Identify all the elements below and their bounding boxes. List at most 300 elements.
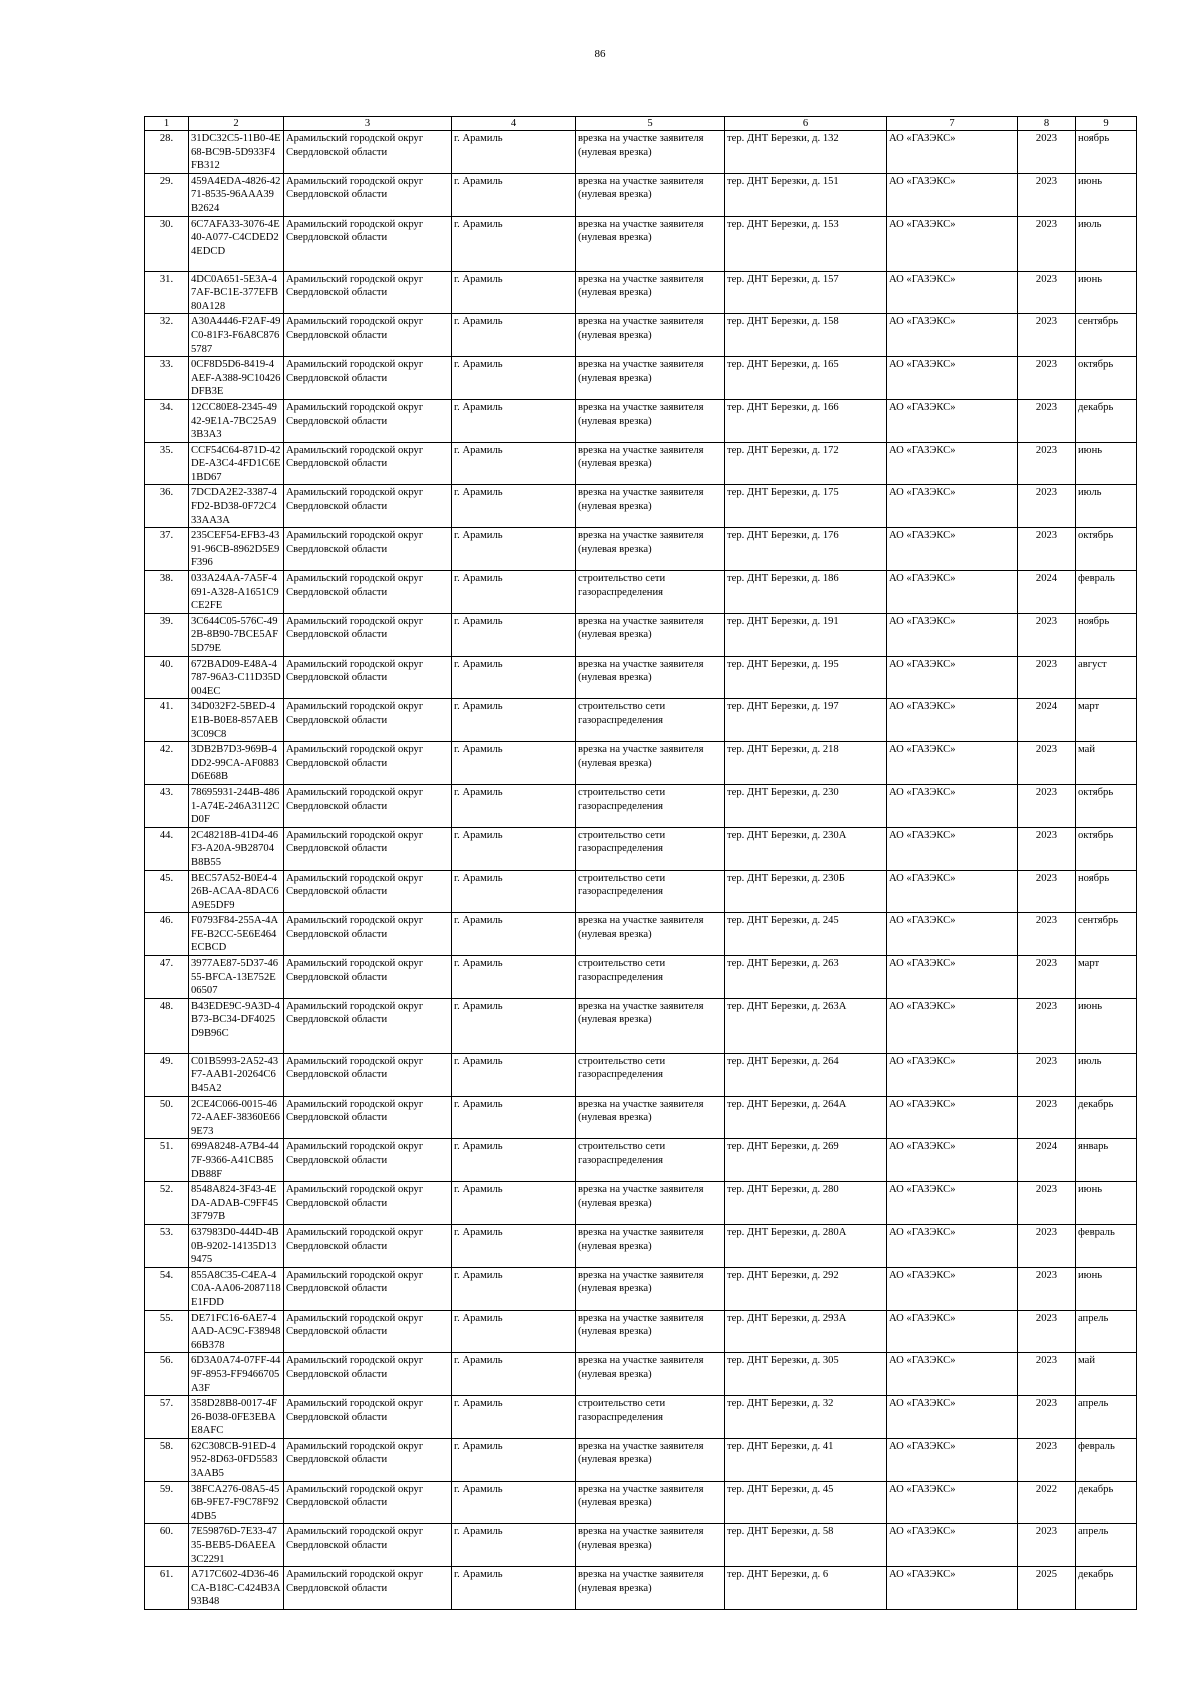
organization-cell: АО «ГАЗЭКС» <box>887 956 1018 999</box>
year-cell: 2023 <box>1018 216 1076 271</box>
organization-cell: АО «ГАЗЭКС» <box>887 1182 1018 1225</box>
organization-cell: АО «ГАЗЭКС» <box>887 1567 1018 1610</box>
year-cell: 2022 <box>1018 1481 1076 1524</box>
month-cell: февраль <box>1076 1438 1137 1481</box>
address-cell: тер. ДНТ Березки, д. 230 <box>725 784 887 827</box>
year-cell: 2023 <box>1018 870 1076 913</box>
work-type-cell: врезка на участке заявителя (нулевая врезка) <box>576 1438 725 1481</box>
month-cell: октябрь <box>1076 827 1137 870</box>
city-cell: г. Арамиль <box>452 271 576 314</box>
organization-cell: АО «ГАЗЭКС» <box>887 399 1018 442</box>
year-cell: 2023 <box>1018 528 1076 571</box>
year-cell: 2025 <box>1018 1567 1076 1610</box>
row-number-cell: 61. <box>145 1567 189 1610</box>
work-type-cell: строительство сети газораспределения <box>576 784 725 827</box>
year-cell: 2023 <box>1018 1096 1076 1139</box>
organization-cell: АО «ГАЗЭКС» <box>887 1224 1018 1267</box>
district-cell: Арамильский городской округ Свердловской области <box>284 442 452 485</box>
address-cell: тер. ДНТ Березки, д. 245 <box>725 913 887 956</box>
work-type-cell: врезка на участке заявителя (нулевая врезка) <box>576 1567 725 1610</box>
city-cell: г. Арамиль <box>452 870 576 913</box>
address-cell: тер. ДНТ Березки, д. 280А <box>725 1224 887 1267</box>
month-cell: февраль <box>1076 1224 1137 1267</box>
address-cell: тер. ДНТ Березки, д. 32 <box>725 1396 887 1439</box>
guid-cell: 358D28B8-0017-4F26-B038-0FE3EBAE8AFC <box>189 1396 284 1439</box>
row-number-cell: 39. <box>145 613 189 656</box>
year-cell: 2023 <box>1018 399 1076 442</box>
month-cell: февраль <box>1076 571 1137 614</box>
table-body <box>145 131 1137 1610</box>
address-cell: тер. ДНТ Березки, д. 45 <box>725 1481 887 1524</box>
year-cell: 2023 <box>1018 1353 1076 1396</box>
table-row <box>145 1353 1137 1396</box>
address-cell: тер. ДНТ Березки, д. 41 <box>725 1438 887 1481</box>
organization-cell: АО «ГАЗЭКС» <box>887 1353 1018 1396</box>
month-cell: июнь <box>1076 998 1137 1053</box>
address-cell: тер. ДНТ Березки, д. 6 <box>725 1567 887 1610</box>
row-number-cell: 51. <box>145 1139 189 1182</box>
year-cell: 2023 <box>1018 1182 1076 1225</box>
organization-cell: АО «ГАЗЭКС» <box>887 1438 1018 1481</box>
row-number-cell: 54. <box>145 1267 189 1310</box>
work-type-cell: строительство сети газораспределения <box>576 571 725 614</box>
district-cell: Арамильский городской округ Свердловской области <box>284 528 452 571</box>
work-type-cell: врезка на участке заявителя (нулевая врезка) <box>576 1310 725 1353</box>
district-cell: Арамильский городской округ Свердловской области <box>284 271 452 314</box>
district-cell: Арамильский городской округ Свердловской области <box>284 1310 452 1353</box>
city-cell: г. Арамиль <box>452 1139 576 1182</box>
address-cell: тер. ДНТ Березки, д. 151 <box>725 173 887 216</box>
year-cell: 2023 <box>1018 442 1076 485</box>
year-cell: 2023 <box>1018 271 1076 314</box>
district-cell: Арамильский городской округ Свердловской области <box>284 1353 452 1396</box>
gasification-register-table <box>144 116 1137 1610</box>
row-number-cell: 59. <box>145 1481 189 1524</box>
year-cell: 2023 <box>1018 1267 1076 1310</box>
address-cell: тер. ДНТ Березки, д. 175 <box>725 485 887 528</box>
address-cell: тер. ДНТ Березки, д. 186 <box>725 571 887 614</box>
city-cell: г. Арамиль <box>452 1310 576 1353</box>
row-number-cell: 53. <box>145 1224 189 1267</box>
organization-cell: АО «ГАЗЭКС» <box>887 613 1018 656</box>
row-number-cell: 56. <box>145 1353 189 1396</box>
table-row <box>145 1438 1137 1481</box>
row-number-cell: 31. <box>145 271 189 314</box>
guid-cell: 31DC32C5-11B0-4E68-BC9B-5D933F4FB312 <box>189 131 284 174</box>
month-cell: июнь <box>1076 442 1137 485</box>
month-cell: апрель <box>1076 1310 1137 1353</box>
table-row <box>145 913 1137 956</box>
table-row <box>145 656 1137 699</box>
guid-cell: 637983D0-444D-4B0B-9202-14135D139475 <box>189 1224 284 1267</box>
row-number-cell: 42. <box>145 742 189 785</box>
column-header: 9 <box>1076 117 1137 131</box>
work-type-cell: врезка на участке заявителя (нулевая врезка) <box>576 1481 725 1524</box>
address-cell: тер. ДНТ Березки, д. 292 <box>725 1267 887 1310</box>
month-cell: июнь <box>1076 1182 1137 1225</box>
table-row <box>145 784 1137 827</box>
organization-cell: АО «ГАЗЭКС» <box>887 699 1018 742</box>
guid-cell: 7E59876D-7E33-4735-BEB5-D6AEEA3C2291 <box>189 1524 284 1567</box>
page-number: 86 <box>594 48 606 60</box>
table-row <box>145 216 1137 271</box>
guid-cell: C01B5993-2A52-43F7-AAB1-20264C6B45A2 <box>189 1053 284 1096</box>
organization-cell: АО «ГАЗЭКС» <box>887 442 1018 485</box>
organization-cell: АО «ГАЗЭКС» <box>887 742 1018 785</box>
address-cell: тер. ДНТ Березки, д. 197 <box>725 699 887 742</box>
month-cell: июль <box>1076 216 1137 271</box>
organization-cell: АО «ГАЗЭКС» <box>887 1524 1018 1567</box>
address-cell: тер. ДНТ Березки, д. 158 <box>725 314 887 357</box>
address-cell: тер. ДНТ Березки, д. 264 <box>725 1053 887 1096</box>
row-number-cell: 30. <box>145 216 189 271</box>
month-cell: ноябрь <box>1076 613 1137 656</box>
city-cell: г. Арамиль <box>452 314 576 357</box>
work-type-cell: врезка на участке заявителя (нулевая врезка) <box>576 173 725 216</box>
organization-cell: АО «ГАЗЭКС» <box>887 528 1018 571</box>
city-cell: г. Арамиль <box>452 173 576 216</box>
district-cell: Арамильский городской округ Свердловской области <box>284 1139 452 1182</box>
table-row <box>145 1224 1137 1267</box>
work-type-cell: строительство сети газораспределения <box>576 699 725 742</box>
work-type-cell: врезка на участке заявителя (нулевая врезка) <box>576 271 725 314</box>
guid-cell: 38FCA276-08A5-456B-9FE7-F9C78F924DB5 <box>189 1481 284 1524</box>
work-type-cell: строительство сети газораспределения <box>576 1396 725 1439</box>
work-type-cell: врезка на участке заявителя (нулевая врезка) <box>576 485 725 528</box>
address-cell: тер. ДНТ Березки, д. 230Б <box>725 870 887 913</box>
row-number-cell: 37. <box>145 528 189 571</box>
address-cell: тер. ДНТ Березки, д. 263А <box>725 998 887 1053</box>
year-cell: 2023 <box>1018 784 1076 827</box>
table-row <box>145 998 1137 1053</box>
guid-cell: A717C602-4D36-46CA-B18C-C424B3A93B48 <box>189 1567 284 1610</box>
guid-cell: 3977AE87-5D37-4655-BFCA-13E752E06507 <box>189 956 284 999</box>
guid-cell: 235CEF54-EFB3-4391-96CB-8962D5E9F396 <box>189 528 284 571</box>
work-type-cell: врезка на участке заявителя (нулевая врезка) <box>576 656 725 699</box>
work-type-cell: строительство сети газораспределения <box>576 827 725 870</box>
organization-cell: АО «ГАЗЭКС» <box>887 485 1018 528</box>
month-cell: апрель <box>1076 1524 1137 1567</box>
year-cell: 2023 <box>1018 485 1076 528</box>
organization-cell: АО «ГАЗЭКС» <box>887 870 1018 913</box>
district-cell: Арамильский городской округ Свердловской области <box>284 1567 452 1610</box>
guid-cell: 8548A824-3F43-4EDA-ADAB-C9FF453F797B <box>189 1182 284 1225</box>
month-cell: октябрь <box>1076 528 1137 571</box>
address-cell: тер. ДНТ Березки, д. 305 <box>725 1353 887 1396</box>
year-cell: 2023 <box>1018 1053 1076 1096</box>
district-cell: Арамильский городской округ Свердловской области <box>284 1396 452 1439</box>
district-cell: Арамильский городской округ Свердловской области <box>284 314 452 357</box>
table-row <box>145 870 1137 913</box>
work-type-cell: строительство сети газораспределения <box>576 1139 725 1182</box>
guid-cell: 12CC80E8-2345-4942-9E1A-7BC25A93B3A3 <box>189 399 284 442</box>
address-cell: тер. ДНТ Березки, д. 172 <box>725 442 887 485</box>
year-cell: 2023 <box>1018 1524 1076 1567</box>
year-cell: 2024 <box>1018 699 1076 742</box>
work-type-cell: врезка на участке заявителя (нулевая врезка) <box>576 442 725 485</box>
district-cell: Арамильский городской округ Свердловской области <box>284 1096 452 1139</box>
organization-cell: АО «ГАЗЭКС» <box>887 271 1018 314</box>
district-cell: Арамильский городской округ Свердловской области <box>284 173 452 216</box>
work-type-cell: врезка на участке заявителя (нулевая врезка) <box>576 613 725 656</box>
year-cell: 2023 <box>1018 1438 1076 1481</box>
city-cell: г. Арамиль <box>452 131 576 174</box>
district-cell: Арамильский городской округ Свердловской области <box>284 1267 452 1310</box>
work-type-cell: врезка на участке заявителя (нулевая врезка) <box>576 528 725 571</box>
row-number-cell: 40. <box>145 656 189 699</box>
month-cell: январь <box>1076 1139 1137 1182</box>
year-cell: 2023 <box>1018 357 1076 400</box>
city-cell: г. Арамиль <box>452 399 576 442</box>
city-cell: г. Арамиль <box>452 613 576 656</box>
district-cell: Арамильский городской округ Свердловской области <box>284 485 452 528</box>
city-cell: г. Арамиль <box>452 1353 576 1396</box>
city-cell: г. Арамиль <box>452 485 576 528</box>
district-cell: Арамильский городской округ Свердловской области <box>284 998 452 1053</box>
row-number-cell: 58. <box>145 1438 189 1481</box>
month-cell: декабрь <box>1076 1481 1137 1524</box>
guid-cell: 34D032F2-5BED-4E1B-B0E8-857AEB3C09C8 <box>189 699 284 742</box>
guid-cell: CCF54C64-871D-42DE-A3C4-4FD1C6E1BD67 <box>189 442 284 485</box>
month-cell: март <box>1076 956 1137 999</box>
organization-cell: АО «ГАЗЭКС» <box>887 357 1018 400</box>
row-number-cell: 46. <box>145 913 189 956</box>
city-cell: г. Арамиль <box>452 571 576 614</box>
organization-cell: АО «ГАЗЭКС» <box>887 1053 1018 1096</box>
month-cell: июнь <box>1076 1267 1137 1310</box>
city-cell: г. Арамиль <box>452 742 576 785</box>
district-cell: Арамильский городской округ Свердловской области <box>284 827 452 870</box>
column-header: 1 <box>145 117 189 131</box>
table-row <box>145 399 1137 442</box>
district-cell: Арамильский городской округ Свердловской области <box>284 956 452 999</box>
district-cell: Арамильский городской округ Свердловской области <box>284 699 452 742</box>
address-cell: тер. ДНТ Березки, д. 176 <box>725 528 887 571</box>
column-number-row <box>145 117 1137 131</box>
guid-cell: 672BAD09-E48A-4787-96A3-C11D35D004EC <box>189 656 284 699</box>
work-type-cell: врезка на участке заявителя (нулевая врезка) <box>576 1182 725 1225</box>
guid-cell: 3C644C05-576C-492B-8B90-7BCE5AF5D79E <box>189 613 284 656</box>
district-cell: Арамильский городской округ Свердловской области <box>284 1524 452 1567</box>
table-row <box>145 357 1137 400</box>
guid-cell: 6D3A0A74-07FF-449F-8953-FF9466705A3F <box>189 1353 284 1396</box>
table-row <box>145 528 1137 571</box>
table-row <box>145 1182 1137 1225</box>
guid-cell: 62C308CB-91ED-4952-8D63-0FD55833AAB5 <box>189 1438 284 1481</box>
year-cell: 2023 <box>1018 613 1076 656</box>
address-cell: тер. ДНТ Березки, д. 165 <box>725 357 887 400</box>
address-cell: тер. ДНТ Березки, д. 58 <box>725 1524 887 1567</box>
row-number-cell: 60. <box>145 1524 189 1567</box>
organization-cell: АО «ГАЗЭКС» <box>887 1267 1018 1310</box>
column-header: 8 <box>1018 117 1076 131</box>
guid-cell: F0793F84-255A-4AFE-B2CC-5E6E464ECBCD <box>189 913 284 956</box>
year-cell: 2023 <box>1018 131 1076 174</box>
city-cell: г. Арамиль <box>452 827 576 870</box>
guid-cell: 033A24AA-7A5F-4691-A328-A1651C9CE2FE <box>189 571 284 614</box>
month-cell: март <box>1076 699 1137 742</box>
address-cell: тер. ДНТ Березки, д. 132 <box>725 131 887 174</box>
work-type-cell: врезка на участке заявителя (нулевая врезка) <box>576 913 725 956</box>
district-cell: Арамильский городской округ Свердловской области <box>284 216 452 271</box>
city-cell: г. Арамиль <box>452 357 576 400</box>
district-cell: Арамильский городской округ Свердловской области <box>284 399 452 442</box>
month-cell: август <box>1076 656 1137 699</box>
guid-cell: BEC57A52-B0E4-426B-ACAA-8DAC6A9E5DF9 <box>189 870 284 913</box>
guid-cell: 699A8248-A7B4-447F-9366-A41CB85DB88F <box>189 1139 284 1182</box>
year-cell: 2023 <box>1018 913 1076 956</box>
organization-cell: АО «ГАЗЭКС» <box>887 656 1018 699</box>
city-cell: г. Арамиль <box>452 656 576 699</box>
address-cell: тер. ДНТ Березки, д. 218 <box>725 742 887 785</box>
work-type-cell: строительство сети газораспределения <box>576 1053 725 1096</box>
district-cell: Арамильский городской округ Свердловской области <box>284 742 452 785</box>
city-cell: г. Арамиль <box>452 913 576 956</box>
district-cell: Арамильский городской округ Свердловской области <box>284 613 452 656</box>
row-number-cell: 48. <box>145 998 189 1053</box>
work-type-cell: врезка на участке заявителя (нулевая врезка) <box>576 1096 725 1139</box>
organization-cell: АО «ГАЗЭКС» <box>887 1096 1018 1139</box>
work-type-cell: врезка на участке заявителя (нулевая врезка) <box>576 357 725 400</box>
year-cell: 2023 <box>1018 1224 1076 1267</box>
guid-cell: 6C7AFA33-3076-4E40-A077-C4CDED24EDCD <box>189 216 284 271</box>
column-header: 7 <box>887 117 1018 131</box>
guid-cell: 3DB2B7D3-969B-4DD2-99CA-AF0883D6E68B <box>189 742 284 785</box>
organization-cell: АО «ГАЗЭКС» <box>887 913 1018 956</box>
month-cell: сентябрь <box>1076 314 1137 357</box>
district-cell: Арамильский городской округ Свердловской области <box>284 1438 452 1481</box>
city-cell: г. Арамиль <box>452 699 576 742</box>
row-number-cell: 35. <box>145 442 189 485</box>
work-type-cell: строительство сети газораспределения <box>576 870 725 913</box>
month-cell: июль <box>1076 1053 1137 1096</box>
column-header: 4 <box>452 117 576 131</box>
year-cell: 2023 <box>1018 1396 1076 1439</box>
column-header: 6 <box>725 117 887 131</box>
row-number-cell: 34. <box>145 399 189 442</box>
work-type-cell: врезка на участке заявителя (нулевая врезка) <box>576 1353 725 1396</box>
row-number-cell: 28. <box>145 131 189 174</box>
organization-cell: АО «ГАЗЭКС» <box>887 314 1018 357</box>
guid-cell: 2C48218B-41D4-46F3-A20A-9B28704B8B55 <box>189 827 284 870</box>
year-cell: 2024 <box>1018 571 1076 614</box>
table-row <box>145 1481 1137 1524</box>
table-row <box>145 314 1137 357</box>
table-row <box>145 271 1137 314</box>
address-cell: тер. ДНТ Березки, д. 157 <box>725 271 887 314</box>
month-cell: октябрь <box>1076 784 1137 827</box>
district-cell: Арамильский городской округ Свердловской области <box>284 131 452 174</box>
table-row <box>145 1267 1137 1310</box>
table-row <box>145 956 1137 999</box>
district-cell: Арамильский городской округ Свердловской области <box>284 913 452 956</box>
district-cell: Арамильский городской округ Свердловской области <box>284 656 452 699</box>
guid-cell: 459A4EDA-4826-4271-8535-96AAA39B2624 <box>189 173 284 216</box>
table-row <box>145 1053 1137 1096</box>
organization-cell: АО «ГАЗЭКС» <box>887 998 1018 1053</box>
city-cell: г. Арамиль <box>452 442 576 485</box>
city-cell: г. Арамиль <box>452 956 576 999</box>
row-number-cell: 32. <box>145 314 189 357</box>
year-cell: 2023 <box>1018 956 1076 999</box>
address-cell: тер. ДНТ Березки, д. 230А <box>725 827 887 870</box>
district-cell: Арамильский городской округ Свердловской области <box>284 870 452 913</box>
guid-cell: 4DC0A651-5E3A-47AF-BC1E-377EFB80A128 <box>189 271 284 314</box>
address-cell: тер. ДНТ Березки, д. 166 <box>725 399 887 442</box>
organization-cell: АО «ГАЗЭКС» <box>887 827 1018 870</box>
row-number-cell: 49. <box>145 1053 189 1096</box>
row-number-cell: 41. <box>145 699 189 742</box>
city-cell: г. Арамиль <box>452 784 576 827</box>
city-cell: г. Арамиль <box>452 1224 576 1267</box>
district-cell: Арамильский городской округ Свердловской области <box>284 784 452 827</box>
year-cell: 2023 <box>1018 998 1076 1053</box>
table-row <box>145 571 1137 614</box>
month-cell: октябрь <box>1076 357 1137 400</box>
city-cell: г. Арамиль <box>452 1438 576 1481</box>
city-cell: г. Арамиль <box>452 1567 576 1610</box>
month-cell: декабрь <box>1076 399 1137 442</box>
guid-cell: A30A4446-F2AF-49C0-81F3-F6A8C8765787 <box>189 314 284 357</box>
table-row <box>145 485 1137 528</box>
work-type-cell: врезка на участке заявителя (нулевая врезка) <box>576 1524 725 1567</box>
month-cell: декабрь <box>1076 1096 1137 1139</box>
month-cell: ноябрь <box>1076 870 1137 913</box>
city-cell: г. Арамиль <box>452 1053 576 1096</box>
month-cell: май <box>1076 742 1137 785</box>
table-row <box>145 613 1137 656</box>
month-cell: июнь <box>1076 271 1137 314</box>
row-number-cell: 38. <box>145 571 189 614</box>
organization-cell: АО «ГАЗЭКС» <box>887 173 1018 216</box>
address-cell: тер. ДНТ Березки, д. 195 <box>725 656 887 699</box>
table-row <box>145 699 1137 742</box>
table-row <box>145 1524 1137 1567</box>
table-row <box>145 1096 1137 1139</box>
guid-cell: DE71FC16-6AE7-4AAD-AC9C-F3894866B378 <box>189 1310 284 1353</box>
table-row <box>145 131 1137 174</box>
table-row <box>145 1310 1137 1353</box>
row-number-cell: 52. <box>145 1182 189 1225</box>
month-cell: сентябрь <box>1076 913 1137 956</box>
year-cell: 2023 <box>1018 656 1076 699</box>
month-cell: май <box>1076 1353 1137 1396</box>
work-type-cell: врезка на участке заявителя (нулевая врезка) <box>576 1267 725 1310</box>
month-cell: июнь <box>1076 173 1137 216</box>
district-cell: Арамильский городской округ Свердловской области <box>284 571 452 614</box>
organization-cell: АО «ГАЗЭКС» <box>887 1396 1018 1439</box>
table-row <box>145 173 1137 216</box>
table-row <box>145 1396 1137 1439</box>
guid-cell: 0CF8D5D6-8419-4AEF-A388-9C10426DFB3E <box>189 357 284 400</box>
year-cell: 2023 <box>1018 314 1076 357</box>
city-cell: г. Арамиль <box>452 1182 576 1225</box>
work-type-cell: врезка на участке заявителя (нулевая врезка) <box>576 314 725 357</box>
year-cell: 2023 <box>1018 827 1076 870</box>
guid-cell: 78695931-244B-4861-A74E-246A3112CD0F <box>189 784 284 827</box>
guid-cell: 855A8C35-C4EA-4C0A-AA06-2087118E1FDD <box>189 1267 284 1310</box>
row-number-cell: 55. <box>145 1310 189 1353</box>
city-cell: г. Арамиль <box>452 1481 576 1524</box>
city-cell: г. Арамиль <box>452 1524 576 1567</box>
address-cell: тер. ДНТ Березки, д. 269 <box>725 1139 887 1182</box>
organization-cell: АО «ГАЗЭКС» <box>887 1481 1018 1524</box>
work-type-cell: врезка на участке заявителя (нулевая врезка) <box>576 742 725 785</box>
table-row <box>145 1139 1137 1182</box>
work-type-cell: врезка на участке заявителя (нулевая врезка) <box>576 131 725 174</box>
organization-cell: АО «ГАЗЭКС» <box>887 131 1018 174</box>
table-row <box>145 1567 1137 1610</box>
